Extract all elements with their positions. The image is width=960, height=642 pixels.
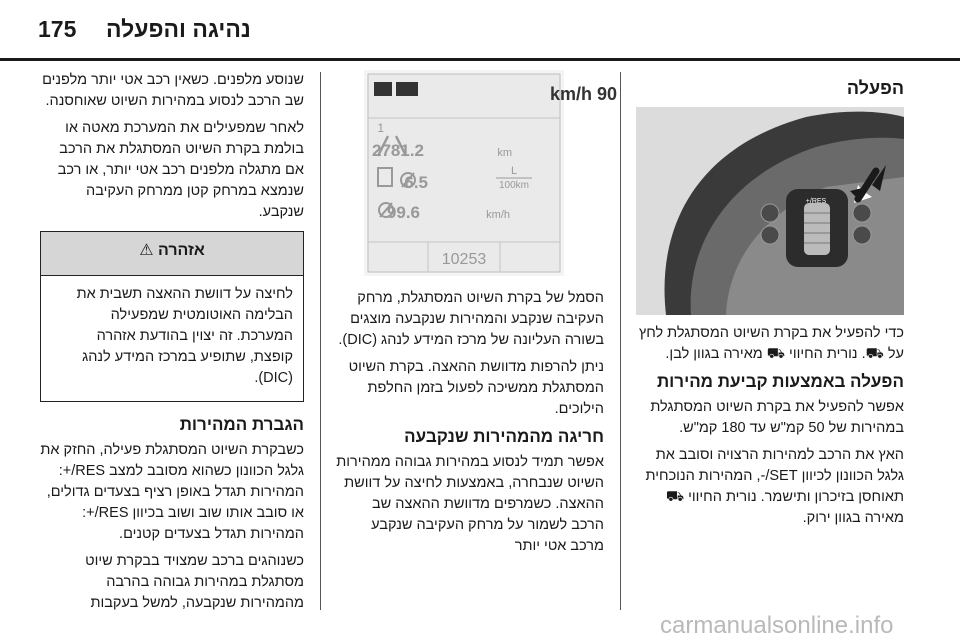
header-rule <box>0 58 960 61</box>
cluster-display-icon <box>364 70 618 276</box>
paragraph-activate: כדי להפעיל את בקרת השיוט המסתגלת לחץ על ⛟. נורית החיווי ⛟ מאירה בגוון לבן. <box>638 325 904 362</box>
column-divider-right <box>620 72 621 610</box>
steering-wheel-icon <box>636 107 904 315</box>
right-column <box>636 62 904 535</box>
paragraph-exceed-speed: אפשר תמיד לנסוע במהירות גבוהה ממהירות השיוט שנבחרה, באמצעות לחיצה על דוושת ההאצה. כשמרפים מדוושת ההאצה שב הרכב לשמור על מרחק העקיבה שנקבע מרכב אטי יותר <box>336 454 604 554</box>
column-divider-left <box>320 72 321 610</box>
warning-title: אזהרה <box>157 242 205 259</box>
heading-activate-by-speed: הפעלה באמצעות קביעת מהירות <box>656 372 904 391</box>
warning-box <box>40 231 304 402</box>
cluster-range: 99.6 <box>386 203 420 222</box>
paragraph-high-speed: כשנוהגים ברכב שמצויד בבקרת שיוט מסתגלת במהירות גבוהה בהרבה מהמהירות שנקבעה, למשל בעקבות <box>85 553 304 611</box>
cluster-range-unit: km/h <box>486 209 510 221</box>
section-title: הפעלה <box>846 78 904 98</box>
cluster-total: 10253 <box>441 251 487 268</box>
cluster-trip-label: 1 <box>377 121 384 135</box>
paragraph-set-speed: האץ את הרכב למהירות הרצויה וסובב את גלגל הכוונון לכיוון SET/-, המהירות הנוכחית תאוחסן בזיכרון ותישמר. נורית החיווי ⛟ מאירה בגוון ירוק. <box>645 447 904 526</box>
cluster-odometer-unit: km <box>497 147 512 159</box>
middle-column <box>336 62 618 563</box>
svg-text:RES/+: RES/+ <box>805 198 827 205</box>
paragraph-continuation: שנוסע מלפנים. כשאין רכב אטי יותר מלפנים שב הרכב לנסוע במהירות השיוט שאוחסנה. <box>42 72 304 109</box>
paragraph-release-pedal: ניתן להרפות מדוושת ההאצה. בקרת השיוט המסתגלת ממשיכה לפעול בזמן החלפת הילוכים. <box>348 359 604 417</box>
heading-increase-speed: הגברת המהירות <box>179 415 304 434</box>
chapter-title: נהיגה והפעלה <box>106 16 251 42</box>
page-header <box>0 0 960 62</box>
warning-triangle-icon: ⚠ <box>139 242 154 259</box>
paragraph-increase-speed: כשבקרת השיוט המסתגלת פעילה, החזק את גלגל הכוונון כשהוא מסובב למצב RES/+: המהירות תגדל באופן רציף בצעדים גדולים, או סובב אותו שוב ושוב בכיוון RES/+: המהירות תגדל בצעדים קטנים. <box>40 442 304 542</box>
warning-text: לחיצה על דוושת ההאצה תשבית את הבלימה האוטומטית שמפעילה המערכת. זה יצוין בהודעת אזהרה קופצת, שתופיע במרכז המידע לנהג (DIC). <box>76 286 293 386</box>
left-column <box>40 62 304 620</box>
warning-body <box>41 276 303 401</box>
paragraph-dic-display: הסמל של בקרת השיוט המסתגלת, מרחק העקיבה שנקבע והמהירות שנקבעה מוצגים בשורה העליונה של מרכז המידע לנהג (DIC). <box>338 290 604 348</box>
warning-header <box>41 232 303 276</box>
cluster-consumption-unit-bottom: 100km <box>498 180 530 191</box>
cluster-consumption: 6.5 <box>404 173 428 192</box>
heading-exceed-speed: חריגה מהמהירות שנקבעה <box>404 427 604 446</box>
cluster-consumption-unit-top: L <box>510 165 518 177</box>
cluster-odometer: 2781.2 <box>372 141 424 160</box>
page-number: 175 <box>38 16 77 42</box>
paragraph-braking: לאחר שמפעילים את המערכת מאטה או בולמת בקרת השיוט המסתגלת את הרכב אם מתגלה מלפנים רכב אטי יותר, או רכב שנמצא במרחק קטן ממרחק העקיבה שנקבע. <box>57 120 304 220</box>
steering-wheel-illustration <box>636 107 904 315</box>
watermark: carmanualsonline.info <box>660 612 894 639</box>
instrument-cluster-illustration <box>364 70 618 276</box>
cluster-speed: 90 km/h <box>550 84 618 104</box>
paragraph-speed-range: אפשר להפעיל את בקרת השיוט המסתגלת במהירות של 50 קמ"ש עד 180 קמ"ש. <box>650 399 904 436</box>
